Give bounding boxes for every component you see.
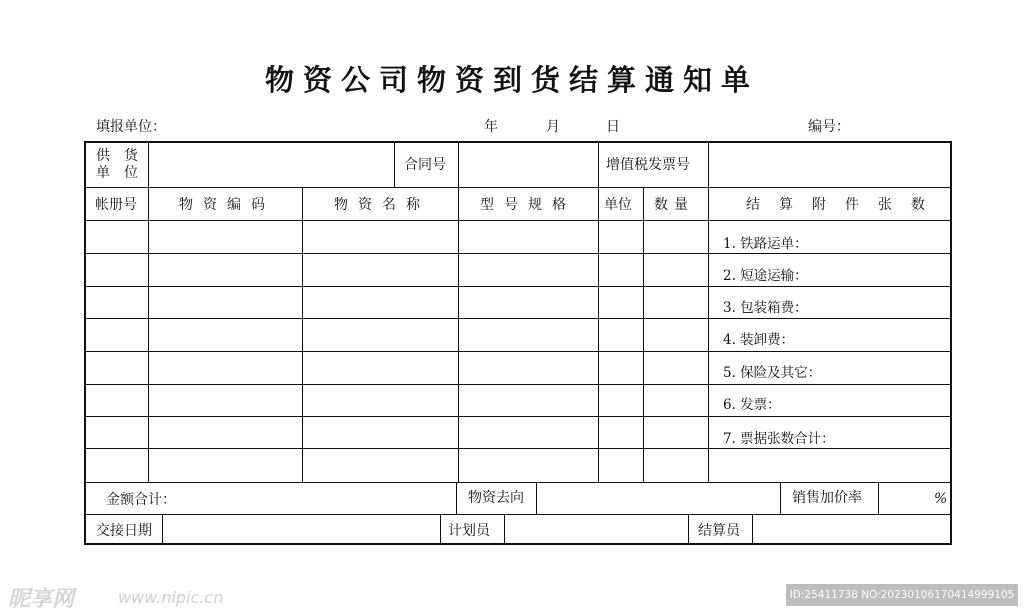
markup-rate-label: 销售加价率 (792, 490, 862, 506)
col-line (458, 143, 459, 187)
col-line (504, 514, 505, 545)
col-line (440, 514, 441, 545)
supplier-label-top: 供 货 (96, 148, 138, 164)
col-line (148, 187, 149, 482)
row-line (86, 286, 950, 287)
row-line (86, 482, 950, 483)
col-header-attachments: 结算附件张数 (746, 197, 944, 213)
supplier-label-bottom: 单 位 (96, 165, 138, 181)
col-line (752, 514, 753, 545)
number-label: 编号： (808, 119, 850, 135)
col-line (780, 482, 781, 514)
col-line (643, 187, 644, 482)
col-line (708, 143, 709, 187)
attachment-item: 3. 包装箱费： (723, 300, 808, 316)
col-line (598, 143, 599, 187)
row-line (86, 220, 950, 221)
vat-invoice-label: 增值税发票号 (606, 157, 690, 173)
col-line (162, 514, 163, 545)
col-header-material-name: 物资名称 (334, 197, 430, 213)
row-line (86, 253, 950, 254)
col-line (394, 143, 395, 187)
col-line (458, 187, 459, 482)
settler-label: 结算员 (698, 523, 740, 539)
attachment-item: 6. 发票： (723, 397, 781, 413)
watermark-logo: 昵享网 (8, 587, 75, 612)
col-line (598, 187, 599, 482)
row-line (86, 448, 950, 449)
fill-unit-label: 填报单位： (96, 119, 166, 135)
watermark-url: www.nipic.cn (118, 588, 224, 607)
month-label: 月 (546, 119, 560, 135)
destination-label: 物资去向 (468, 490, 524, 506)
form-title: 物资公司物资到货结算通知单 (264, 63, 759, 97)
attachment-item: 7. 票据张数合计： (723, 431, 835, 447)
col-line (148, 143, 149, 187)
col-line (708, 187, 709, 482)
attachment-item: 5. 保险及其它： (723, 365, 822, 381)
row-line (86, 416, 950, 417)
percent-sign: % (934, 491, 948, 507)
year-label: 年 (484, 119, 498, 135)
attachment-item: 4. 装卸费： (723, 332, 795, 348)
total-amount-label: 金额合计： (106, 492, 176, 508)
row-line (86, 384, 950, 385)
col-line (688, 514, 689, 545)
col-header-model-spec: 型号规格 (480, 197, 576, 213)
col-header-material-code: 物资编码 (179, 197, 275, 213)
col-header-quantity: 数量 (654, 197, 694, 213)
row-line (86, 514, 950, 515)
image-id-badge: ID:25411738 NO:20230106170414999105 (786, 584, 1018, 606)
form-table (84, 141, 952, 545)
col-header-unit: 单位 (604, 197, 632, 213)
col-header-ledger-no: 帐册号 (95, 197, 137, 213)
row-line (86, 351, 950, 352)
col-line (878, 482, 879, 514)
planner-label: 计划员 (448, 523, 490, 539)
handover-date-label: 交接日期 (96, 523, 152, 539)
col-line (456, 482, 457, 514)
attachment-item: 2. 短途运输： (723, 268, 808, 284)
attachment-item: 1. 铁路运单： (723, 236, 808, 252)
col-line (302, 187, 303, 482)
contract-label: 合同号 (404, 157, 446, 173)
day-label: 日 (606, 119, 620, 135)
row-line (86, 318, 950, 319)
row-line (86, 187, 950, 188)
col-line (536, 482, 537, 514)
